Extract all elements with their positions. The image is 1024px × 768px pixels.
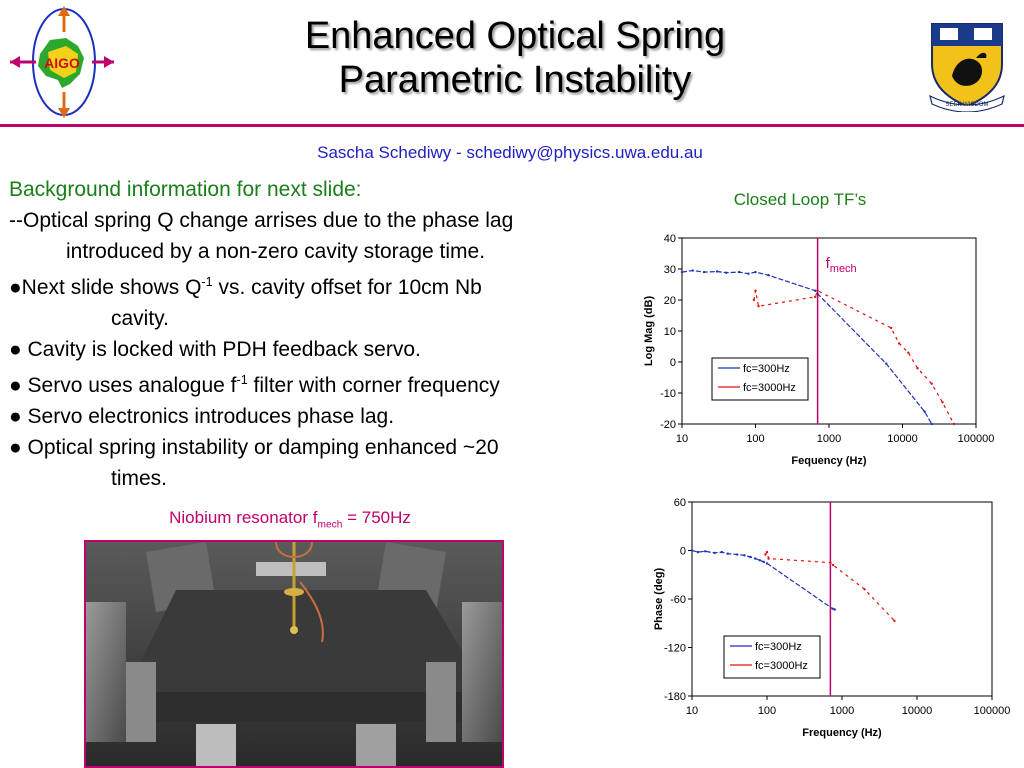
legend-entry: fc=300Hz — [743, 363, 790, 375]
data-point — [759, 559, 761, 561]
y-tick-label: 30 — [663, 264, 676, 276]
x-tick-label: 10 — [685, 705, 699, 717]
data-point — [721, 551, 723, 553]
y-tick-label: 0 — [669, 357, 676, 369]
y-axis-label: Phase (deg) — [653, 567, 665, 631]
data-point — [736, 553, 738, 555]
data-point — [754, 271, 756, 273]
svg-text:SEEK WISDOM: SEEK WISDOM — [945, 102, 989, 108]
header-divider — [0, 124, 1024, 127]
bullets-heading: Background information for next slide: — [9, 178, 362, 201]
data-point — [893, 620, 895, 622]
x-tick-label: 100 — [746, 433, 765, 445]
bullet-next-slide-cont: cavity. — [111, 307, 169, 330]
resonator-photo-drawing — [86, 542, 502, 766]
x-tick-label: 10000 — [901, 705, 933, 717]
x-tick-label: 100 — [757, 705, 777, 717]
y-tick-label: 0 — [679, 545, 686, 558]
data-point — [704, 550, 706, 552]
x-tick-label: 100000 — [957, 433, 995, 445]
author-line: Sascha Schediwy - schediwy@physics.uwa.edu.au — [317, 143, 703, 162]
data-point — [834, 608, 836, 610]
y-tick-label: 60 — [673, 497, 686, 509]
niobium-resonator-photo — [84, 540, 504, 768]
y-tick-label: -60 — [670, 594, 686, 606]
data-point — [749, 556, 751, 558]
title-line-2: Parametric Instability — [338, 59, 692, 101]
x-tick-label: 1000 — [829, 705, 855, 717]
y-axis-label: Log Mag (dB) — [643, 295, 655, 367]
background-bullets — [9, 174, 629, 494]
data-point — [916, 367, 918, 369]
data-point — [764, 553, 766, 555]
aigo-logo — [6, 2, 116, 120]
data-point — [885, 362, 887, 364]
data-point — [697, 551, 699, 553]
data-point — [814, 296, 816, 298]
legend-entry: fc=3000Hz — [743, 382, 796, 394]
data-point — [953, 423, 955, 425]
magnitude-chart — [620, 226, 1020, 476]
data-point — [757, 305, 759, 307]
data-point — [747, 272, 749, 274]
y-tick-label: -20 — [660, 419, 676, 431]
data-point — [754, 557, 756, 559]
bullet-instability: ● Optical spring instability or damping enhanced ~20 — [9, 436, 499, 459]
data-point — [814, 290, 816, 292]
slide-title — [220, 14, 810, 102]
data-point — [923, 410, 925, 412]
data-point — [829, 561, 831, 563]
bullet-phase-lag-cont: introduced by a non-zero cavity storage time. — [66, 240, 486, 263]
data-point — [767, 557, 769, 559]
y-tick-label: 20 — [663, 295, 676, 307]
data-point — [738, 271, 740, 273]
legend-entry: fc=300Hz — [755, 641, 802, 653]
data-point — [753, 299, 755, 301]
data-point — [931, 383, 933, 385]
data-point — [832, 564, 834, 566]
data-point — [681, 271, 683, 273]
data-point — [691, 549, 693, 551]
x-tick-label: 10 — [675, 433, 689, 445]
data-point — [713, 552, 715, 554]
bullet-pdh-lock: ● Cavity is locked with PDH feedback servo. — [9, 338, 421, 361]
y-tick-label: 40 — [663, 233, 676, 245]
data-point — [703, 271, 705, 273]
data-point — [941, 401, 943, 403]
data-point — [863, 588, 865, 590]
x-tick-label: 1000 — [816, 433, 842, 445]
bullet-next-slide: ●Next slide shows $Q^{-1}$ vs. cavity offset for 10cm Nb — [9, 275, 482, 299]
x-axis-label: Frequency (Hz) — [802, 727, 882, 739]
y-tick-label: -120 — [663, 642, 686, 655]
y-tick-label: -10 — [660, 388, 676, 400]
title-line-1: Enhanced Optical Spring — [304, 15, 726, 57]
data-point — [716, 270, 718, 272]
data-point — [725, 272, 727, 274]
fmech-label: $f_{mech}$ — [825, 255, 857, 275]
magnitude-chart-title: Closed Loop TF’s — [733, 190, 867, 209]
data-point — [762, 561, 764, 563]
data-point — [727, 553, 729, 555]
x-tick-label: 10000 — [887, 433, 918, 445]
data-point — [743, 554, 745, 556]
data-point — [692, 269, 694, 271]
data-point — [754, 290, 756, 292]
y-tick-label: -180 — [663, 691, 686, 703]
data-point — [898, 342, 900, 344]
bullet-instability-cont: times. — [111, 467, 168, 490]
data-point — [766, 562, 768, 564]
data-point — [766, 551, 768, 553]
bullet-servo-filter: ● Servo uses analogue $f^{-1}$ filter with corner frequency — [9, 373, 500, 397]
y-tick-label: 10 — [663, 326, 676, 338]
data-point — [816, 290, 818, 292]
x-axis-label: Fequency (Hz) — [791, 455, 867, 467]
data-point — [931, 423, 933, 425]
data-point — [907, 352, 909, 354]
svg-text:AIGO: AIGO — [44, 55, 80, 71]
data-point — [767, 274, 769, 276]
bullet-phase-lag: --Optical spring Q change arrises due to the phase lag — [9, 209, 514, 232]
bullet-servo-phase-lag: ● Servo electronics introduces phase lag. — [9, 405, 395, 428]
niobium-caption: Niobium resonator $f_{mech} = 750Hz$ — [169, 508, 411, 531]
data-point — [831, 608, 833, 610]
university-crest-logo — [926, 18, 1008, 112]
x-tick-label: 100000 — [973, 705, 1011, 717]
phase-chart — [630, 494, 1024, 754]
legend-entry: fc=3000Hz — [755, 660, 808, 672]
data-point — [890, 327, 892, 329]
